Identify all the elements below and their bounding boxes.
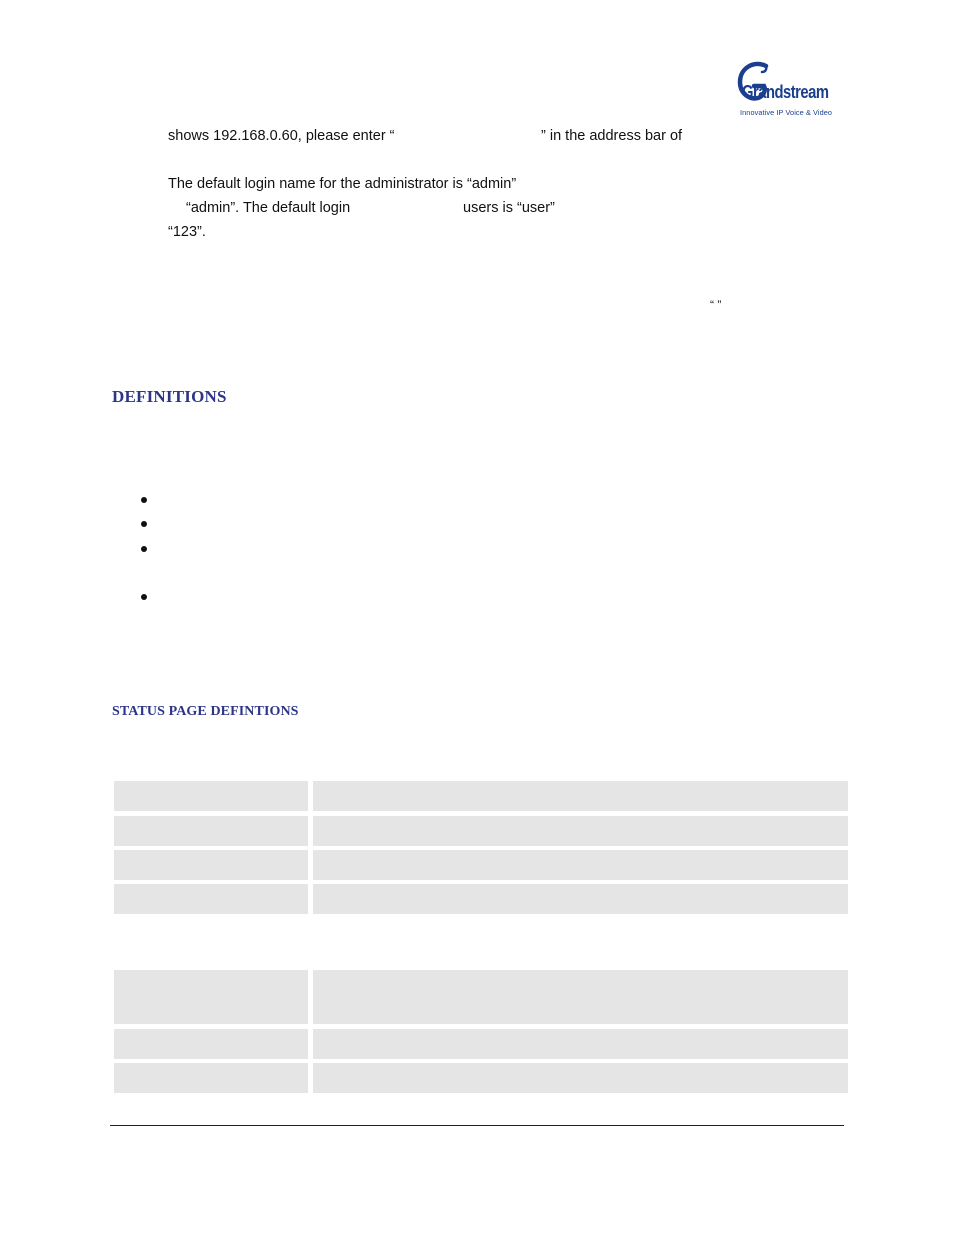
bullet-point bbox=[141, 546, 147, 552]
table-cell-label bbox=[114, 1063, 308, 1093]
section-heading-status-page: STATUS PAGE DEFINTIONS bbox=[112, 704, 299, 719]
table-cell-label bbox=[114, 781, 308, 811]
logo-wordmark: Grandstream bbox=[742, 82, 829, 102]
table-cell-label bbox=[114, 970, 308, 1024]
bullet-point bbox=[141, 497, 147, 503]
table-cell-value bbox=[313, 816, 848, 846]
table-cell-label bbox=[114, 816, 308, 846]
text-line-user-login: users is “user” bbox=[463, 200, 555, 216]
text-line-admin-login: The default login name for the administrator is “admin” bbox=[168, 176, 517, 192]
table-cell-label bbox=[114, 850, 308, 880]
table-cell-value bbox=[313, 884, 848, 914]
text-line-address-a: shows 192.168.0.60, please enter “ bbox=[168, 128, 395, 144]
table-cell-label bbox=[114, 884, 308, 914]
footer-divider bbox=[110, 1125, 844, 1126]
bullet-point bbox=[141, 521, 147, 527]
quote-marks: “ ” bbox=[710, 298, 722, 312]
text-line-admin-password: “admin”. The default login bbox=[186, 200, 351, 216]
text-line-user-password: “123”. bbox=[168, 224, 206, 240]
table-cell-value bbox=[313, 781, 848, 811]
grandstream-logo bbox=[736, 60, 838, 120]
bullet-point bbox=[141, 594, 147, 600]
table-cell-value bbox=[313, 1063, 848, 1093]
table-cell-value bbox=[313, 850, 848, 880]
table-cell-label bbox=[114, 1029, 308, 1059]
section-heading-definitions: DEFINITIONS bbox=[112, 387, 227, 406]
text-line-address-b: ” in the address bar of bbox=[541, 128, 683, 144]
table-cell-value bbox=[313, 1029, 848, 1059]
table-cell-value bbox=[313, 970, 848, 1024]
logo-tagline: Innovative IP Voice & Video bbox=[740, 108, 833, 117]
